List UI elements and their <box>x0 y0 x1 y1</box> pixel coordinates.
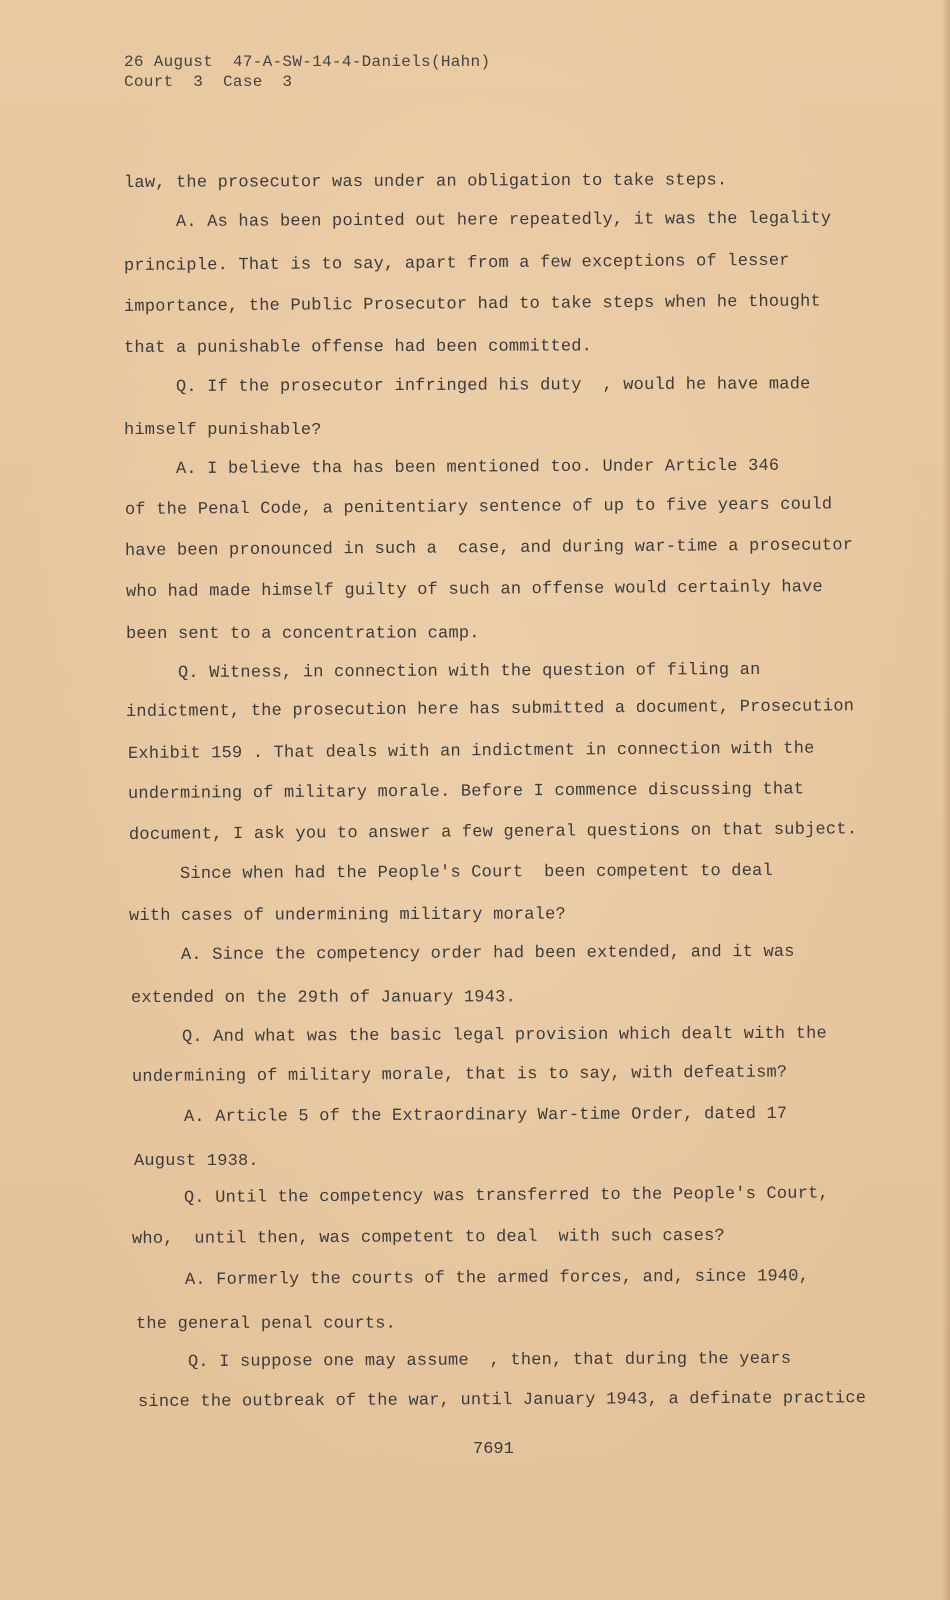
transcript-line: with cases of undermining military morale? <box>128 905 566 926</box>
transcript-line: A. Article 5 of the Extraordinary War-time Order, dated 17 <box>183 1104 788 1127</box>
transcript-line: principle. That is to say, apart from a few exceptions of lesser <box>123 251 790 276</box>
transcript-line: law, the prosecutor was under an obligation to take steps. <box>123 171 728 193</box>
transcript-line: Q. And what was the basic legal provision which dealt with the <box>181 1024 827 1047</box>
header-date-reference: 26 August 47-A-SW-14-4-Daniels(Hahn) <box>124 53 491 71</box>
header-court-case: Court 3 Case 3 <box>124 73 293 91</box>
transcript-line: that a punishable offense had been committed. <box>123 337 593 358</box>
transcript-line: A. I believe tha has been mentioned too. Under Article 346 <box>175 456 780 479</box>
transcript-line: Q. I suppose one may assume , then, that during the years <box>187 1349 792 1372</box>
transcript-line: importance, the Public Prosecutor had to take steps when he thought <box>123 292 821 317</box>
transcript-line: of the Penal Code, a penitentiary sentence of up to five years could <box>124 495 833 520</box>
transcript-line: Q. If the prosecutor infringed his duty , would he have made <box>175 375 811 397</box>
transcript-line: indictment, the prosecution here has submitted a document, Prosecution <box>125 697 855 722</box>
transcript-line: Exhibit 159 . That deals with an indictment in connection with the <box>127 739 815 764</box>
transcript-line: Q. Until the competency was transferred to the People's Court, <box>183 1184 829 1208</box>
transcript-line: A. Since the competency order had been extended, and it was <box>180 942 795 965</box>
transcript-line: who had made himself guilty of such an offense would certainly have <box>125 578 823 602</box>
transcript-line: been sent to a concentration camp. <box>125 624 480 644</box>
transcript-line: since the outbreak of the war, until January 1943, a definate practice <box>137 1389 867 1412</box>
page-number: 7691 <box>473 1440 514 1459</box>
transcript-line: August 1938. <box>134 1152 259 1171</box>
transcript-line: document, I ask you to answer a few general questions on that subject. <box>128 820 858 845</box>
transcript-line: himself punishable? <box>124 421 322 440</box>
transcript-line: undermining of military morale. Before I commence discussing that <box>127 780 805 804</box>
transcript-line: A. As has been pointed out here repeatedly, it was the legality <box>175 209 832 232</box>
transcript-line: Since when had the People's Court been competent to deal <box>179 861 773 884</box>
transcript-line: who, until then, was competent to deal with such cases? <box>131 1226 725 1249</box>
transcript-line: undermining of military morale, that is to say, with defeatism? <box>131 1063 788 1087</box>
transcript-line: have been pronounced in such a case, and during war-time a prosecutor <box>124 536 854 561</box>
transcript-line: Q. Witness, in connection with the question of filing an <box>177 660 761 683</box>
transcript-line: A. Formerly the courts of the armed forces, and, since 1940, <box>184 1267 810 1290</box>
transcript-line: the general penal courts. <box>135 1314 397 1334</box>
transcript-line: extended on the 29th of January 1943. <box>130 988 516 1008</box>
